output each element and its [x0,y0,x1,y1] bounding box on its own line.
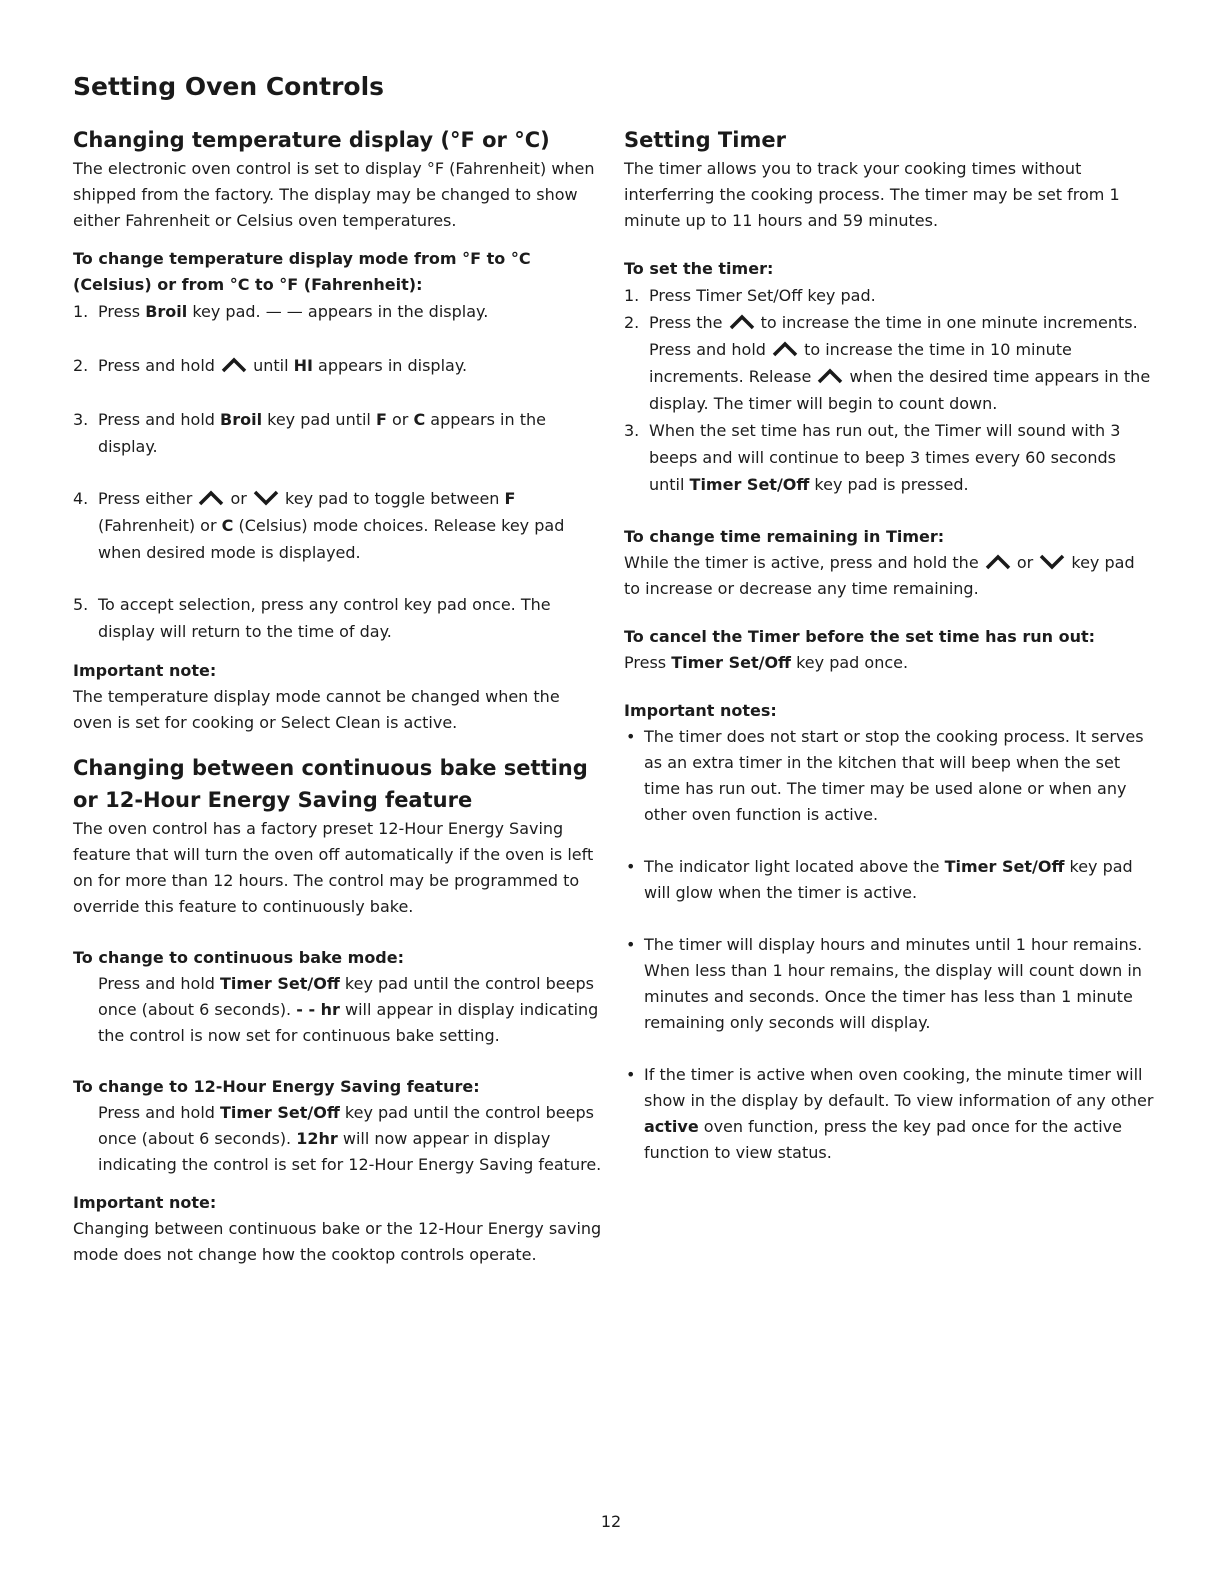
continuous-bake-subheading: To change to continuous bake mode: [73,948,405,967]
up-arrow-icon [985,554,1011,570]
continuous-bake-instructions: Press and hold Timer Set/Off key pad until the control beeps once (about 6 seconds). - - hr will appear in display indicating the control is now set for continuous bake setting. [98,974,599,1045]
cancel-timer-subheading: To cancel the Timer before the set time has run out: [624,627,1096,646]
temp-step-4: 4. Press either or key pad to toggle between F (Fahrenheit) or C (Celsius) mode choices. Release key pad when desired mode is displayed. [73,489,565,562]
important-notes-heading: Important notes: [624,701,777,720]
timer-step-2: 2. Press the to increase the time in one minute increments. Press and hold to increase the time in 10 minute increments. Release when the desired time appears in the display. The timer will begin to count down. [624,313,1151,413]
important-note-text: The temperature display mode cannot be changed when the oven is set for cooking or Select Clean is active. [73,687,560,732]
right-column [624,124,1154,1166]
left-column [73,124,603,1268]
continuous-bake-heading: Changing between continuous bake setting or 12-Hour Energy Saving feature [73,756,588,812]
energy-saving-instructions: Press and hold Timer Set/Off key pad until the control beeps once (about 6 seconds). 12hr will now appear in display indicating the control is set for 12-Hour Energy Saving feature. [98,1103,602,1174]
page-number: 12 [600,1512,622,1531]
important-note-heading: Important note: [73,1193,217,1212]
continuous-bake-intro: The oven control has a factory preset 12-Hour Energy Saving feature that will turn the oven off automatically if the oven is left on for more than 12 hours. The control may be programmed to override this feature to continuously bake. [73,819,594,916]
cancel-timer-text: Press Timer Set/Off key pad once. [624,653,909,672]
temperature-display-heading: Changing temperature display (°F or °C) [73,128,550,152]
time-remaining-text: While the timer is active, press and hold the or key pad to increase or decrease any time remaining. [624,553,1135,598]
setting-timer-heading: Setting Timer [624,128,786,152]
up-arrow-icon [772,341,798,357]
timer-note-2: • The indicator light located above the Timer Set/Off key pad will glow when the timer is active. [626,857,1133,902]
up-arrow-icon [221,357,247,373]
timer-step-3: 3. When the set time has run out, the Timer will sound with 3 beeps and will continue to beep 3 times every 60 seconds until Timer Set/Off key pad is pressed. [624,421,1121,494]
down-arrow-icon [1039,554,1065,570]
time-remaining-subheading: To change time remaining in Timer: [624,527,945,546]
down-arrow-icon [253,490,279,506]
temp-step-3: 3. Press and hold Broil key pad until F or C appears in the display. [73,410,546,456]
up-arrow-icon [729,314,755,330]
up-arrow-icon [198,490,224,506]
up-arrow-icon [817,368,843,384]
energy-saving-subheading: To change to 12-Hour Energy Saving feature: [73,1077,480,1096]
temp-step-1: 1. Press Broil key pad. — — appears in the display. [73,302,489,321]
timer-step-1: 1. Press Timer Set/Off key pad. [624,286,876,305]
set-timer-subheading: To set the timer: [624,259,774,278]
timer-note-4: • If the timer is active when oven cooking, the minute timer will show in the display by default. To view information of any other active oven function, press the key pad once for the active function to view status. [626,1065,1154,1162]
setting-timer-intro: The timer allows you to track your cooking times without interferring the cooking process. The timer may be set from 1 minute up to 11 hours and 59 minutes. [624,159,1120,230]
important-note-text: Changing between continuous bake or the 12-Hour Energy saving mode does not change how the cooktop controls operate. [73,1219,602,1264]
page-title: Setting Oven Controls [73,72,385,101]
timer-note-1: • The timer does not start or stop the cooking process. It serves as an extra timer in the kitchen that will beep when the set time has run out. The timer may be used alone or when any other oven function is active. [626,727,1144,824]
temp-step-5: 5. To accept selection, press any control key pad once. The display will return to the time of day. [73,595,551,641]
display-mode-subheading: To change temperature display mode from °F to °C (Celsius) or from °C to °F (Fahrenheit): [73,249,531,294]
timer-note-3: • The timer will display hours and minutes until 1 hour remains. When less than 1 hour remains, the display will count down in minutes and seconds. Once the timer has less than 1 minute remaining only seconds will display. [626,935,1143,1032]
important-note-heading: Important note: [73,661,217,680]
temperature-display-intro: The electronic oven control is set to display °F (Fahrenheit) when shipped from the factory. The display may be changed to show either Fahrenheit or Celsius oven temperatures. [73,159,595,230]
temp-step-2: 2. Press and hold until HI appears in display. [73,356,468,375]
